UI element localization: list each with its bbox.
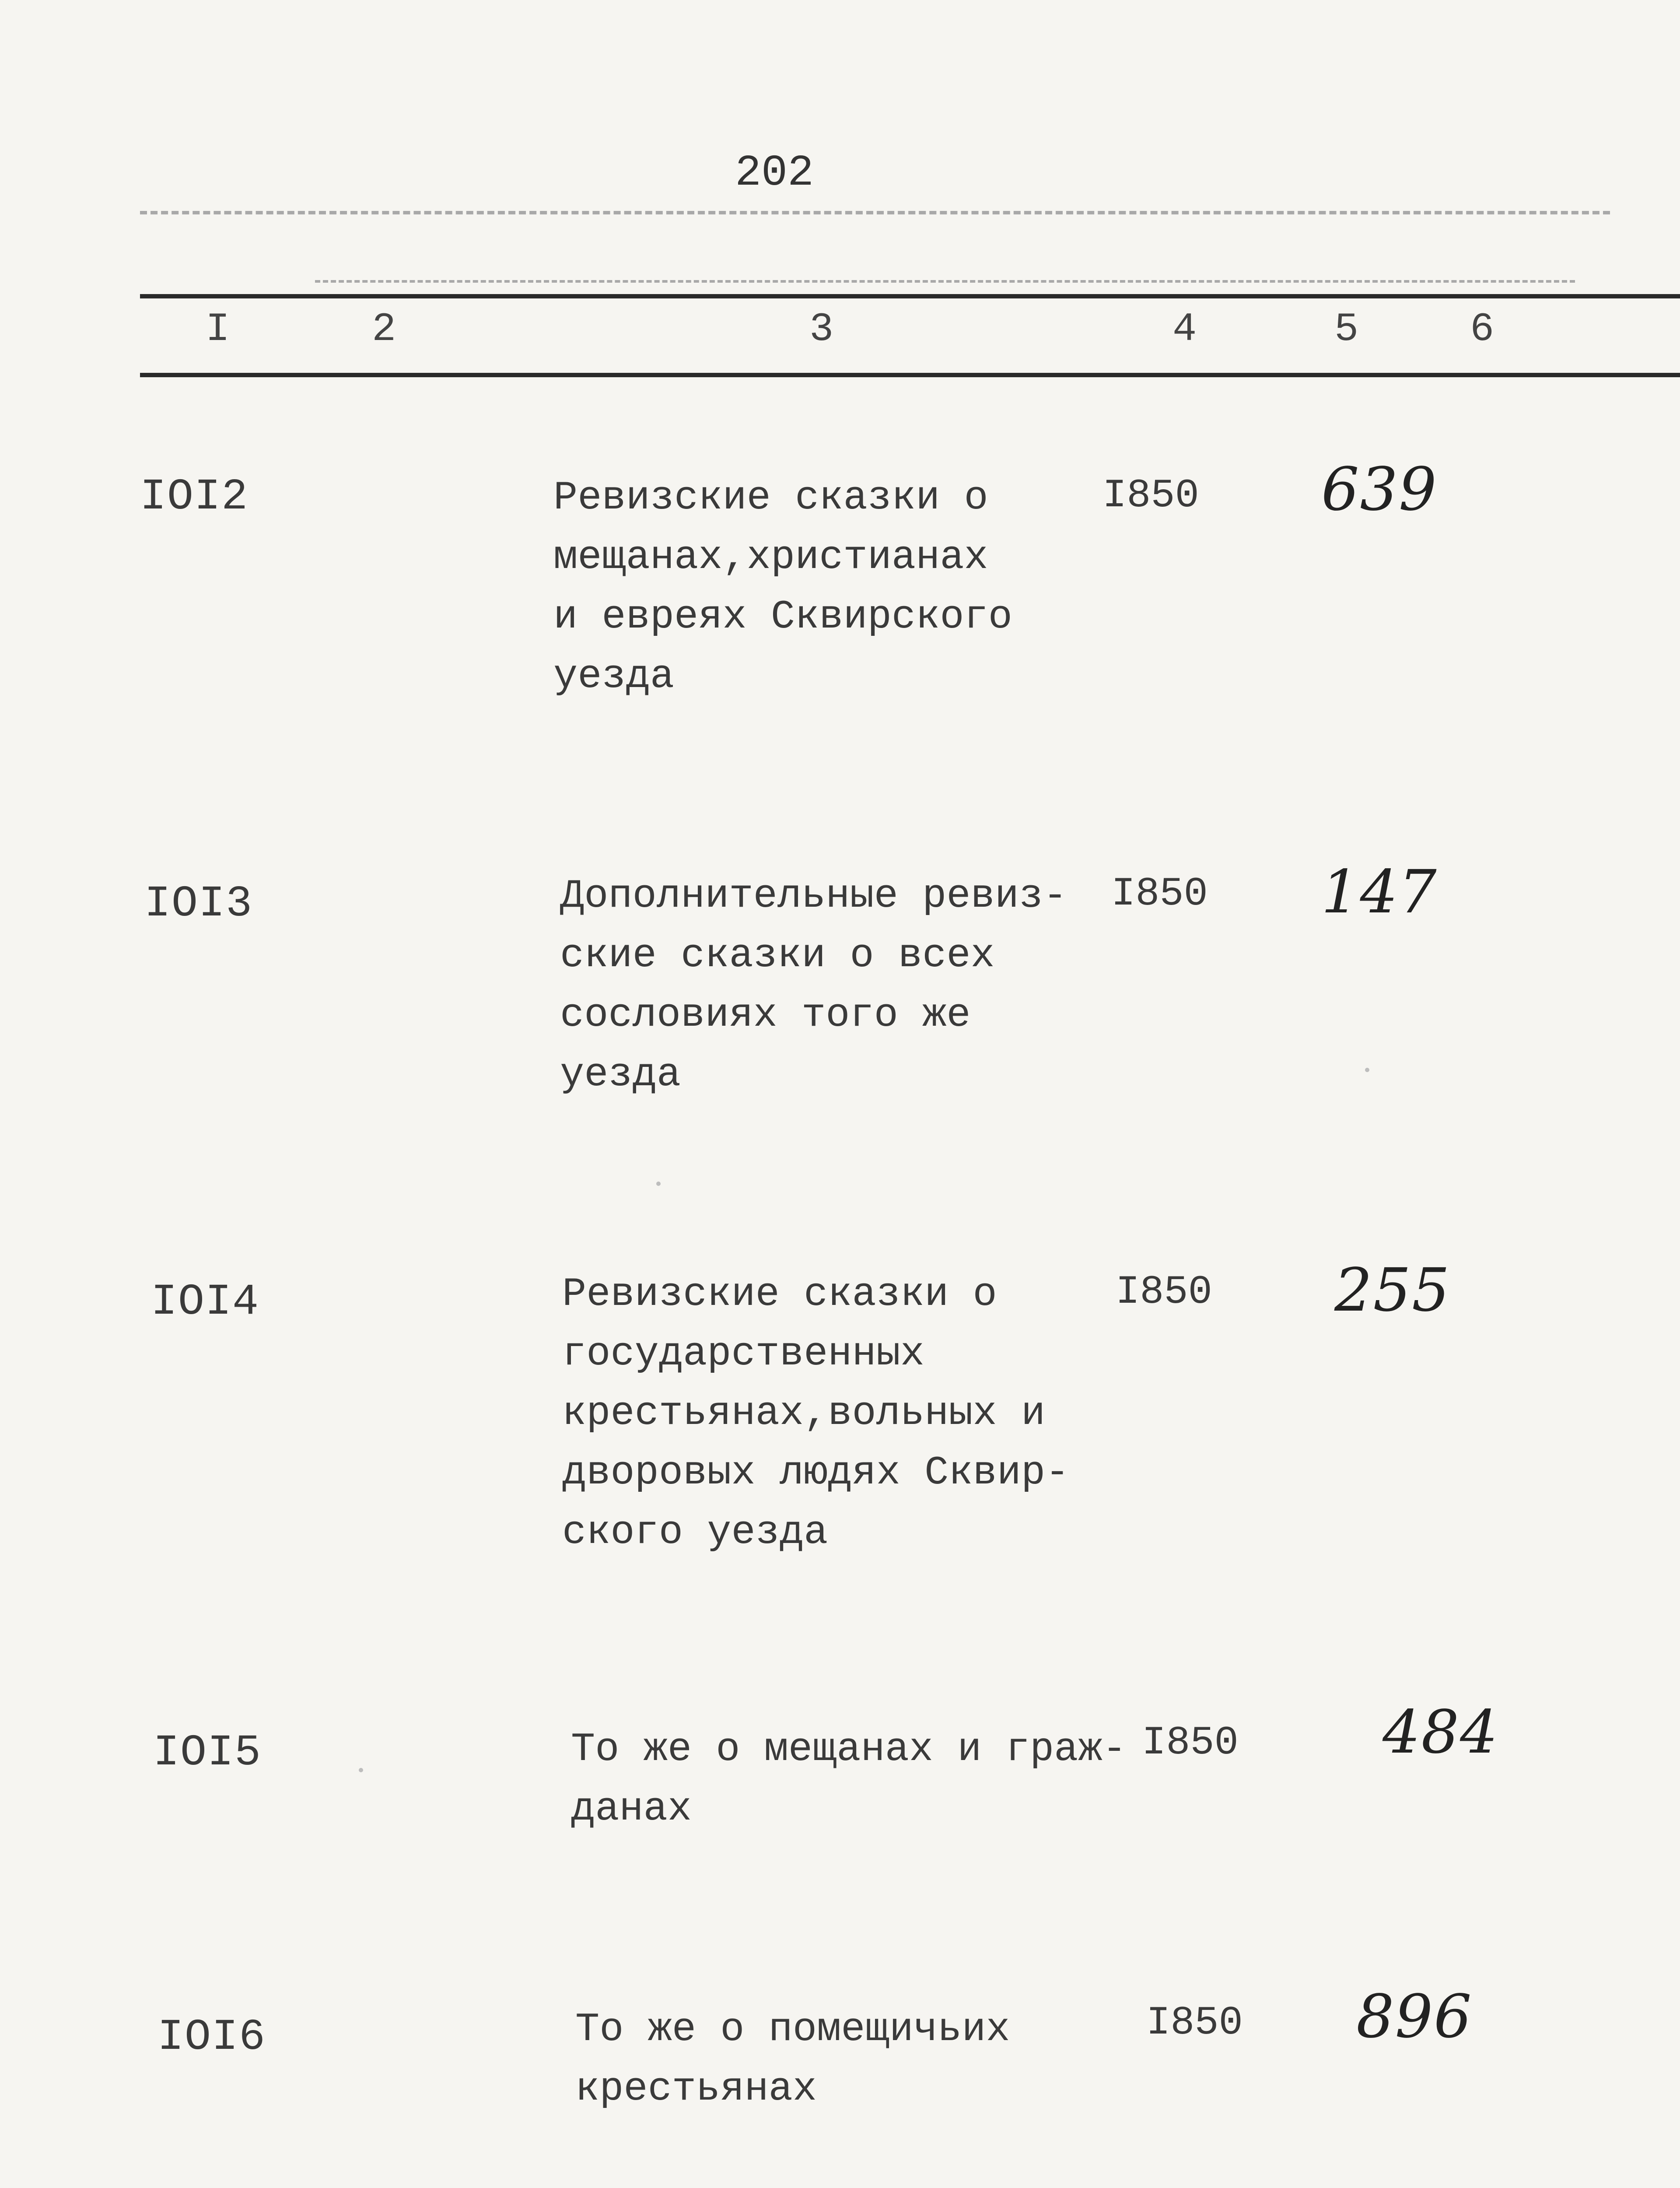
column-header-6: 6 — [1470, 306, 1494, 352]
description-line: данах — [571, 1786, 692, 1832]
description-line: Дополнительные ревиз- — [560, 873, 1068, 919]
description-line: крестьянах,вольных и — [562, 1390, 1046, 1436]
description-line: крестьянах — [575, 2066, 817, 2112]
record-description — [560, 866, 1067, 1105]
scan-speck — [359, 1768, 363, 1772]
column-header-5: 5 — [1334, 306, 1359, 352]
record-description — [575, 2000, 1010, 2119]
sheet-count-handwritten: 255 — [1334, 1256, 1451, 1325]
dashed-separator-faint — [315, 280, 1575, 283]
record-description — [562, 1265, 1069, 1562]
description-line: сословиях того же — [560, 992, 971, 1038]
record-year: I850 — [1142, 1720, 1239, 1766]
description-line: уезда — [560, 1052, 681, 1098]
description-line: ского уезда — [562, 1509, 828, 1555]
sheet-count-handwritten: 896 — [1356, 1982, 1473, 2051]
record-year: I850 — [1116, 1269, 1212, 1315]
record-description — [553, 468, 1012, 706]
scan-speck — [656, 1182, 661, 1186]
column-header-3: 3 — [809, 306, 834, 352]
record-year: I850 — [1111, 871, 1208, 917]
inventory-number: IOI6 — [158, 2013, 266, 2062]
description-line: и евреях Сквирского — [553, 594, 1012, 640]
record-year: I850 — [1146, 2000, 1243, 2046]
sheet-count-handwritten: 484 — [1382, 1698, 1499, 1767]
description-line: уезда — [553, 653, 675, 699]
column-header-1: I — [206, 306, 230, 352]
scan-speck — [1365, 1068, 1369, 1072]
inventory-number: IOI3 — [144, 880, 253, 929]
sheet-count-handwritten: 639 — [1321, 455, 1438, 524]
description-line: ские сказки о всех — [560, 933, 995, 978]
record-year: I850 — [1102, 473, 1199, 519]
table-header-top-rule — [140, 294, 1680, 298]
page-number: 202 — [735, 149, 814, 198]
column-header-2: 2 — [372, 306, 396, 352]
description-line: Ревизские сказки о — [562, 1271, 997, 1317]
table-header-bottom-rule — [140, 373, 1680, 377]
dashed-separator-top — [140, 211, 1610, 214]
sheet-count-handwritten: 147 — [1321, 858, 1438, 927]
description-line: То же о помещичьих — [575, 2006, 1010, 2052]
description-line: мещанах,христианах — [553, 534, 988, 580]
inventory-number: IOI2 — [140, 473, 249, 522]
record-description — [571, 1720, 1127, 1839]
inventory-number: IOI4 — [151, 1278, 260, 1327]
description-line: государственных — [562, 1331, 925, 1377]
description-line: Ревизские сказки о — [553, 475, 988, 521]
description-line: дворовых людях Сквир- — [562, 1450, 1070, 1496]
inventory-number: IOI5 — [153, 1729, 262, 1778]
column-header-4: 4 — [1172, 306, 1197, 352]
description-line: То же о мещанах и граж- — [571, 1726, 1127, 1772]
